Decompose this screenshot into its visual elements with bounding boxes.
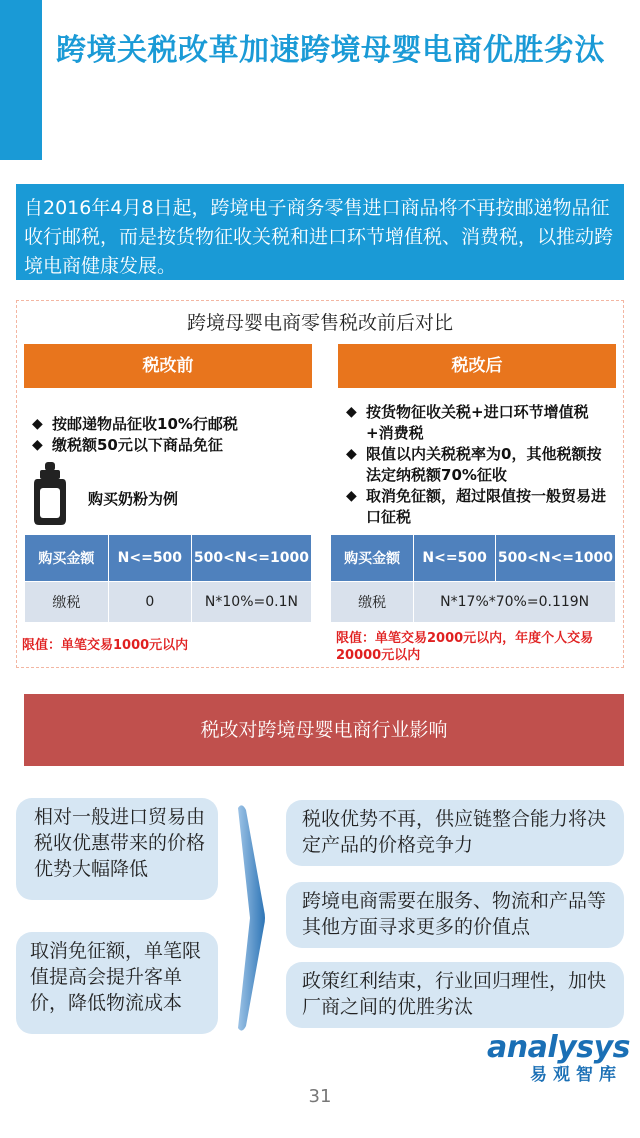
accent-bar [0, 0, 42, 160]
list-item: ◆ 取消免征额，超过限值按一般贸易进口征税 [346, 486, 616, 528]
example-label: 购买奶粉为例 [88, 490, 179, 508]
effect-card: 政策红利结束，行业回归理性，加快厂商之间的优胜劣汰 [286, 962, 624, 1028]
comparison-title: 跨境母婴电商零售税改前后对比 [186, 312, 453, 334]
list-item: ◆ 按邮递物品征收10%行邮税 [32, 414, 312, 435]
table-cell: N*17%*70%=0.119N [414, 582, 616, 623]
table-header-cell: 购买金额 [25, 535, 109, 582]
page-title: 跨境关税改革加速跨境母婴电商优胜劣汰 [56, 33, 605, 68]
baby-bottle-icon [32, 462, 68, 526]
effect-card: 跨境电商需要在服务、物流和产品等其他方面寻求更多的价值点 [286, 882, 624, 948]
table-header-cell: 500<N<=1000 [495, 535, 615, 582]
logo-text: analysys [487, 1030, 630, 1065]
before-tax-table [24, 534, 312, 623]
cause-card: 取消免征额，单笔限值提高会提升客单价，降低物流成本 [16, 932, 218, 1034]
table-cell: 0 [108, 582, 191, 623]
logo-subtext: 易观智库 [530, 1065, 622, 1085]
chevron-right-icon [232, 800, 268, 1036]
table-cell: N*10%=0.1N [191, 582, 311, 623]
analysys-logo [464, 1032, 630, 1086]
effect-card: 税收优势不再，供应链整合能力将决定产品的价格竞争力 [286, 800, 624, 866]
table-header-row [331, 535, 616, 582]
list-item: ◆ 按货物征收关税+进口环节增值税+消费税 [346, 402, 616, 444]
table-header-row [25, 535, 312, 582]
after-tax-table [330, 534, 616, 623]
impact-header: 税改对跨境母婴电商行业影响 [24, 694, 624, 766]
table-cell: 缴税 [331, 582, 414, 623]
before-limit-note: 限值：单笔交易1000元以内 [22, 638, 189, 653]
after-bullets [346, 402, 616, 528]
table-header-cell: 购买金额 [331, 535, 414, 582]
list-item: ◆ 缴税额50元以下商品免征 [32, 435, 312, 456]
intro-text: 自2016年4月8日起，跨境电子商务零售进口商品将不再按邮递物品征收行邮税，而是按货物征收关税和进口环节增值税、消费税，以推动跨境电商健康发展。 [16, 184, 624, 280]
before-header: 税改前 [24, 344, 312, 388]
table-row [331, 582, 616, 623]
page-number: 31 [308, 1086, 332, 1107]
table-header-cell: N<=500 [108, 535, 191, 582]
before-bullets [32, 414, 312, 456]
table-row [25, 582, 312, 623]
after-limit-note: 限值：单笔交易2000元以内，年度个人交易20000元以内 [336, 631, 594, 663]
table-header-cell: 500<N<=1000 [191, 535, 311, 582]
list-item: ◆ 限值以内关税税率为0，其他税额按法定纳税额70%征收 [346, 444, 616, 486]
cause-card: 相对一般进口贸易由税收优惠带来的价格优势大幅降低 [16, 798, 218, 900]
table-cell: 缴税 [25, 582, 109, 623]
table-header-cell: N<=500 [414, 535, 496, 582]
after-header: 税改后 [338, 344, 616, 388]
